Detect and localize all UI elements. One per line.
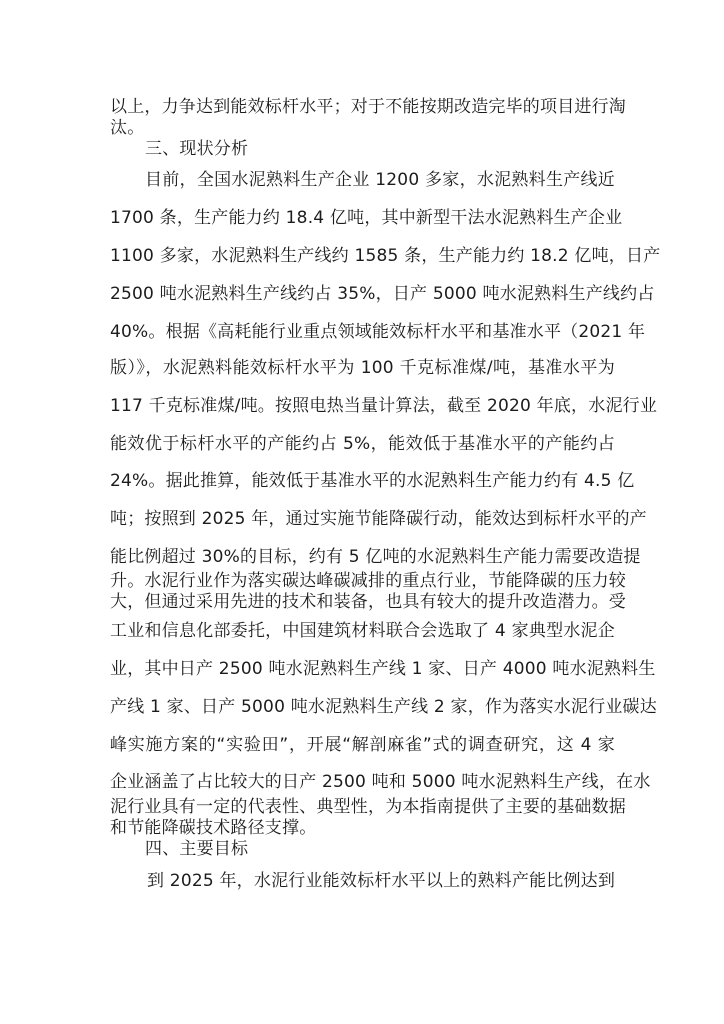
text-line: 能效优于标杆水平的产能约占 5%，能效低于基准水平的产能约占 bbox=[110, 434, 615, 454]
text-line: 大，但通过采用先进的技术和装备，也具有较大的提升改造潜力。受 bbox=[110, 592, 626, 612]
text-line: 117 千克标准煤/吨。按照电热当量计算法，截至 2020 年底，水泥行业 bbox=[110, 396, 658, 416]
text-line: 版）》，水泥熟料能效标杆水平为 100 千克标准煤/吨，基准水平为 bbox=[110, 358, 615, 378]
text-line: 峰实施方案的“实验田”，开展“解剖麻雀”式的调查研究，这 4 家 bbox=[110, 735, 615, 755]
text-line: 2500 吨水泥熟料生产线约占 35%，日产 5000 吨水泥熟料生产线约占 bbox=[110, 284, 655, 304]
text-line: 业，其中日产 2500 吨水泥熟料生产线 1 家、日产 4000 吨水泥熟料生 bbox=[110, 659, 656, 679]
section-heading-current-analysis: 三、现状分析 bbox=[145, 139, 249, 159]
text-line: 1700 条，生产能力约 18.4 亿吨，其中新型干法水泥熟料生产企业 bbox=[110, 208, 623, 228]
text-line: 工业和信息化部委托，中国建筑材料联合会选取了 4 家典型水泥企 bbox=[110, 621, 615, 641]
text-line: 24%。据此推算，能效低于基准水平的水泥熟料生产能力约有 4.5 亿 bbox=[110, 471, 635, 491]
text-line: 吨；按照到 2025 年，通过实施节能降碳行动，能效达到标杆水平的产 bbox=[110, 509, 647, 529]
text-line: 企业涵盖了占比较大的日产 2500 吨和 5000 吨水泥熟料生产线，在水 bbox=[110, 772, 651, 792]
text-line: 升。水泥行业作为落实碳达峰碳减排的重点行业，节能降碳的压力较 bbox=[110, 571, 626, 591]
text-line: 能比例超过 30%的目标，约有 5 亿吨的水泥熟料生产能力需要改造提 bbox=[110, 547, 641, 567]
text-line: 泥行业具有一定的代表性、典型性，为本指南提供了主要的基础数据 bbox=[110, 797, 626, 817]
text-line: 产线 1 家、日产 5000 吨水泥熟料生产线 2 家，作为落实水泥行业碳达 bbox=[110, 697, 657, 717]
text-line: 40%。根据《高耗能行业重点领域能效标杆水平和基准水平（2021 年 bbox=[110, 322, 646, 342]
text-line: 汰。 bbox=[110, 118, 145, 138]
text-line: 目前，全国水泥熟料生产企业 1200 多家，水泥熟料生产线近 bbox=[145, 170, 615, 190]
text-line: 以上，力争达到能效标杆水平；对于不能按期改造完毕的项目进行淘 bbox=[110, 97, 626, 117]
text-line: 1100 多家，水泥熟料生产线约 1585 条，生产能力约 18.2 亿吨，日产 bbox=[110, 246, 661, 266]
text-line: 和节能降碳技术路径支撑。 bbox=[110, 818, 317, 838]
section-heading-main-goals: 四、主要目标 bbox=[145, 839, 249, 859]
text-line: 到 2025 年，水泥行业能效标杆水平以上的熟料产能比例达到 bbox=[147, 871, 616, 891]
